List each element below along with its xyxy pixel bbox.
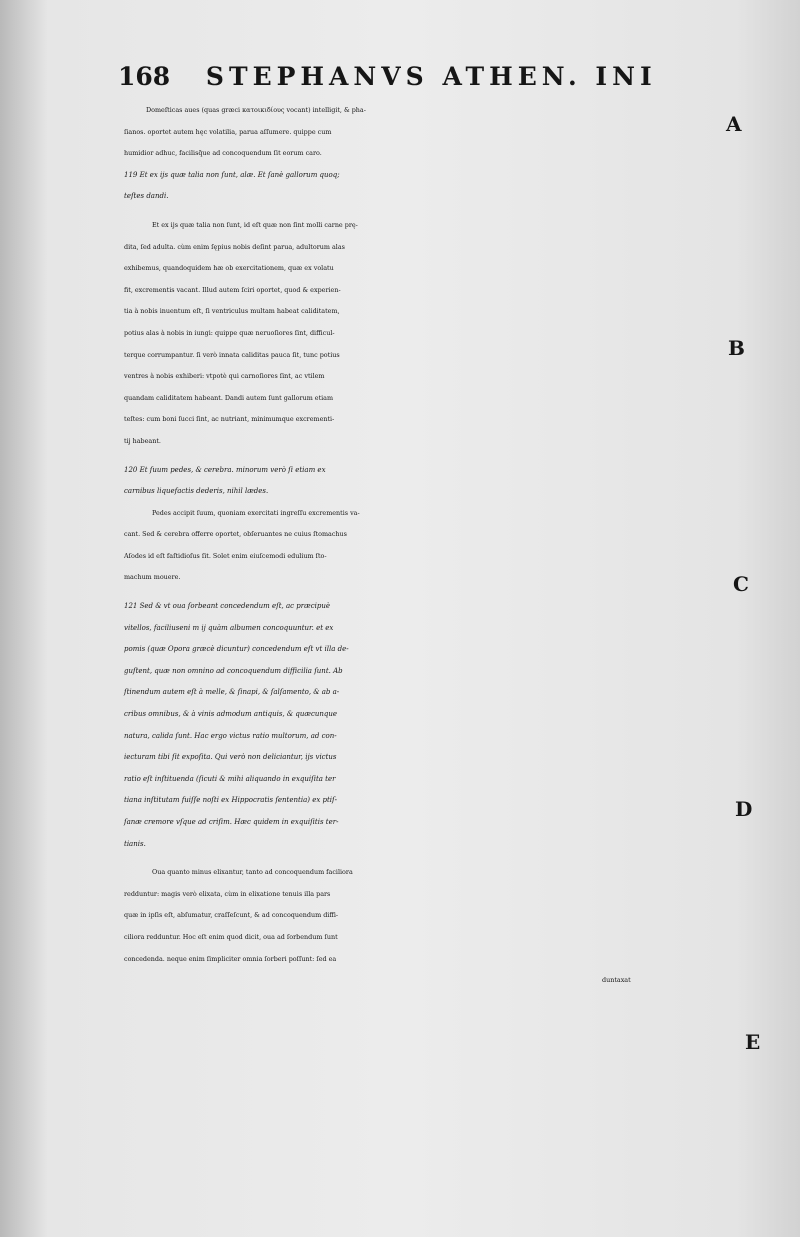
text-line: Domeſticas aues (quas græci κατοικιδίους vocant) intelligit, & pha- bbox=[146, 106, 366, 114]
margin-letter-d: D bbox=[735, 797, 753, 821]
text-line: tianis. bbox=[124, 839, 146, 848]
text-line: 119 Et ex ijs quæ talia non ſunt, alæ. Et ſanè gallorum quoq; bbox=[124, 170, 340, 179]
text-line: terque corrumpantur. ſi verò innata caliditas pauca ſit, tunc potius bbox=[124, 350, 340, 359]
text-line: teſtes: cum boni ſucci ſint, ac nutriant, minimumque excrementi- bbox=[124, 415, 335, 424]
page-header bbox=[118, 62, 678, 91]
text-line: vitellos, faciliuseni m ij quàm albumen concoquuntur. et ex bbox=[124, 623, 334, 632]
text-line: tij habeant. bbox=[124, 436, 161, 445]
text-line: quæ in ipſis eſt, abſumatur, craſſeſcunt, & ad concoquendum diffi- bbox=[124, 911, 339, 920]
text-line: fit, excrementis vacant. Illud autem ſciri oportet, quod & experien- bbox=[124, 285, 341, 294]
text-line: Et ex ijs quæ talia non ſunt, id eſt quæ non ſint molli carne prę- bbox=[152, 220, 358, 229]
text-line: tiana inſtitutam fuiſſe noſti ex Hippocratis ſententia) ex ptiſ- bbox=[124, 796, 338, 805]
text-line: humidior adhuc, facilisq̃ue ad concoquendum ſit eorum caro. bbox=[124, 149, 322, 158]
text-line: 121 Sed & vt oua ſorbeant concedendum eſt, ac præcipuè bbox=[124, 602, 330, 611]
text-line: cant. Sed & cerebra offerre oportet, obſeruantes ne cuius ſtomachus bbox=[124, 530, 347, 539]
margin-letter-e: E bbox=[745, 1030, 761, 1054]
text-line: Pedes accipit ſuum, quoniam exercitati ingreſſu excrementis va- bbox=[152, 508, 360, 517]
text-line: Oua quanto minus elixantur, tanto ad concoquendum faciliora bbox=[152, 868, 353, 877]
text-line: potius alas à nobis in iungi: quippe quæ neruoſiores ſint, difficul- bbox=[124, 328, 335, 337]
text-line: pomis (quæ Opora græcè dicuntur) concedendum eſt vt illa de- bbox=[124, 645, 349, 654]
text-line: redduntur: magis verò elixata, cùm in elixatione tenuis illa pars bbox=[124, 889, 331, 898]
text-line: concedenda. neque enim ſimpliciter omnia ſorberi poſſunt: ſed ea bbox=[124, 954, 337, 963]
page-number: 168 bbox=[118, 62, 171, 91]
running-title: STEPHANVS ATHEN. INI bbox=[205, 62, 657, 91]
text-line: ventres à nobis exhiberi: vtpotè qui carnoſiores ſint, ac vtilem bbox=[124, 372, 325, 381]
text-line: cribus omnibus, & à vinis admodum antiquis, & quæcunque bbox=[124, 710, 338, 719]
text-line: ciliora redduntur. Hoc eſt enim quod dicit, oua ad ſorbendum ſunt bbox=[124, 932, 338, 941]
text-line: tia à nobis inuentum eſt, ſi ventriculus multam habeat caliditatem, bbox=[124, 307, 340, 316]
text-line: guſtent, quæ non omnino ad concoquendum difficilia ſunt. Ab bbox=[124, 666, 343, 675]
text-line: iecturam tibi ſit expoſita. Qui verò non deliciantur, ijs victus bbox=[124, 753, 337, 762]
text-line: teſtes dandi. bbox=[124, 192, 169, 201]
text-line: quandam caliditatem habeant. Dandi autem ſunt gallorum etiam bbox=[124, 393, 334, 402]
text-line: machum mouere. bbox=[124, 573, 181, 582]
text-line: ſtinendum autem eſt à melle, & ſinapi, & ſalſamento, & ab a- bbox=[124, 688, 340, 697]
text-line: dita, ſed adulta. cùm enim ſępius nobis deſint parua, adultorum alas bbox=[124, 242, 345, 251]
margin-letter-b: B bbox=[728, 336, 745, 360]
text-line: ſanæ cremore vſque ad criſim. Hæc quidem in exquiſitis ter- bbox=[124, 818, 339, 826]
text-body bbox=[124, 100, 744, 992]
text-line: ratio eſt inſtituenda (ſicuti & mihi aliquando in exquiſita ter bbox=[124, 774, 336, 783]
text-line: ſianos. oportet autem hęc volatilia, parua aſſumere. quippe cum bbox=[124, 127, 332, 136]
catchword: duntaxat bbox=[602, 976, 631, 985]
margin-letter-a: A bbox=[726, 112, 742, 136]
text-line: exhibemus, quandoquidem hæ ob exercitationem, quæ ex volatu bbox=[124, 264, 334, 273]
text-line: Aſodes id eſt faſtidioſus ſit. Solet enim eiuſcemodi edulium ſto- bbox=[124, 551, 327, 560]
margin-letter-c: C bbox=[733, 572, 749, 596]
text-line: natura, calida ſunt. Hac ergo victus ratio multorum, ad con- bbox=[124, 731, 337, 740]
text-line: 120 Et ſuum pedes, & cerebra. minorum verò ſi etiam ex bbox=[124, 465, 326, 474]
text-line: carnibus liquefactis dederis, nihil lædes. bbox=[124, 487, 269, 496]
